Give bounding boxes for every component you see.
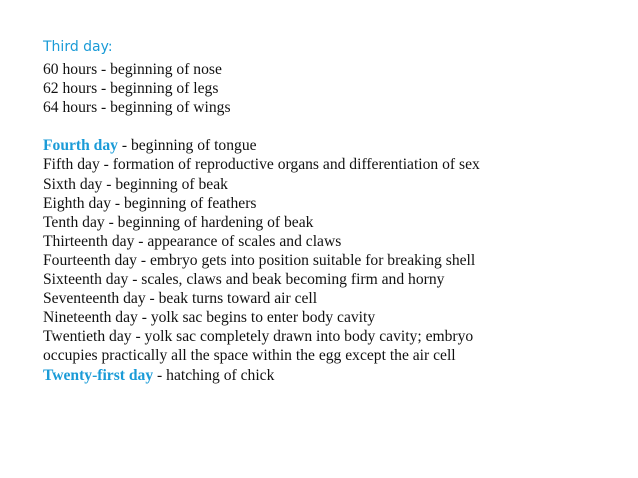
twenty-first-day-text: - hatching of chick xyxy=(153,366,275,384)
day-line: Nineteenth day - yolk sac begins to enter body cavity xyxy=(43,309,376,327)
twenty-first-day-label: Twenty-first day xyxy=(43,366,154,384)
spacer xyxy=(43,117,633,136)
day-line: Twentieth day - yolk sac completely drawn into body cavity; embryo xyxy=(43,328,474,346)
third-day-line: 64 hours - beginning of wings xyxy=(43,99,231,117)
day-line: Seventeenth day - beak turns toward air cell xyxy=(43,290,318,308)
section-heading: Third day: xyxy=(43,39,113,55)
day-line: Fourteenth day - embryo gets into position suitable for breaking shell xyxy=(43,251,476,269)
fourth-day-text: - beginning of tongue xyxy=(117,137,257,155)
day-line: Fifth day - formation of reproductive organs and differentiation of sex xyxy=(43,156,480,174)
day-line: Tenth day - beginning of hardening of beak xyxy=(43,213,314,231)
third-day-line: 62 hours - beginning of legs xyxy=(43,80,219,98)
day-line: Eighth day - beginning of feathers xyxy=(43,194,257,212)
twenty-first-day-line xyxy=(43,366,633,385)
day-line: Sixteenth day - scales, claws and beak becoming firm and horny xyxy=(43,271,445,289)
day-line: Sixth day - beginning of beak xyxy=(43,175,228,193)
day-line: occupies practically all the space within the egg except the air cell xyxy=(43,347,456,365)
fourth-day-label: Fourth day xyxy=(43,137,118,155)
content-block xyxy=(43,60,633,385)
day-line: Thirteenth day - appearance of scales and claws xyxy=(43,232,342,250)
third-day-line: 60 hours - beginning of nose xyxy=(43,61,222,78)
fourth-day-line xyxy=(43,136,633,155)
